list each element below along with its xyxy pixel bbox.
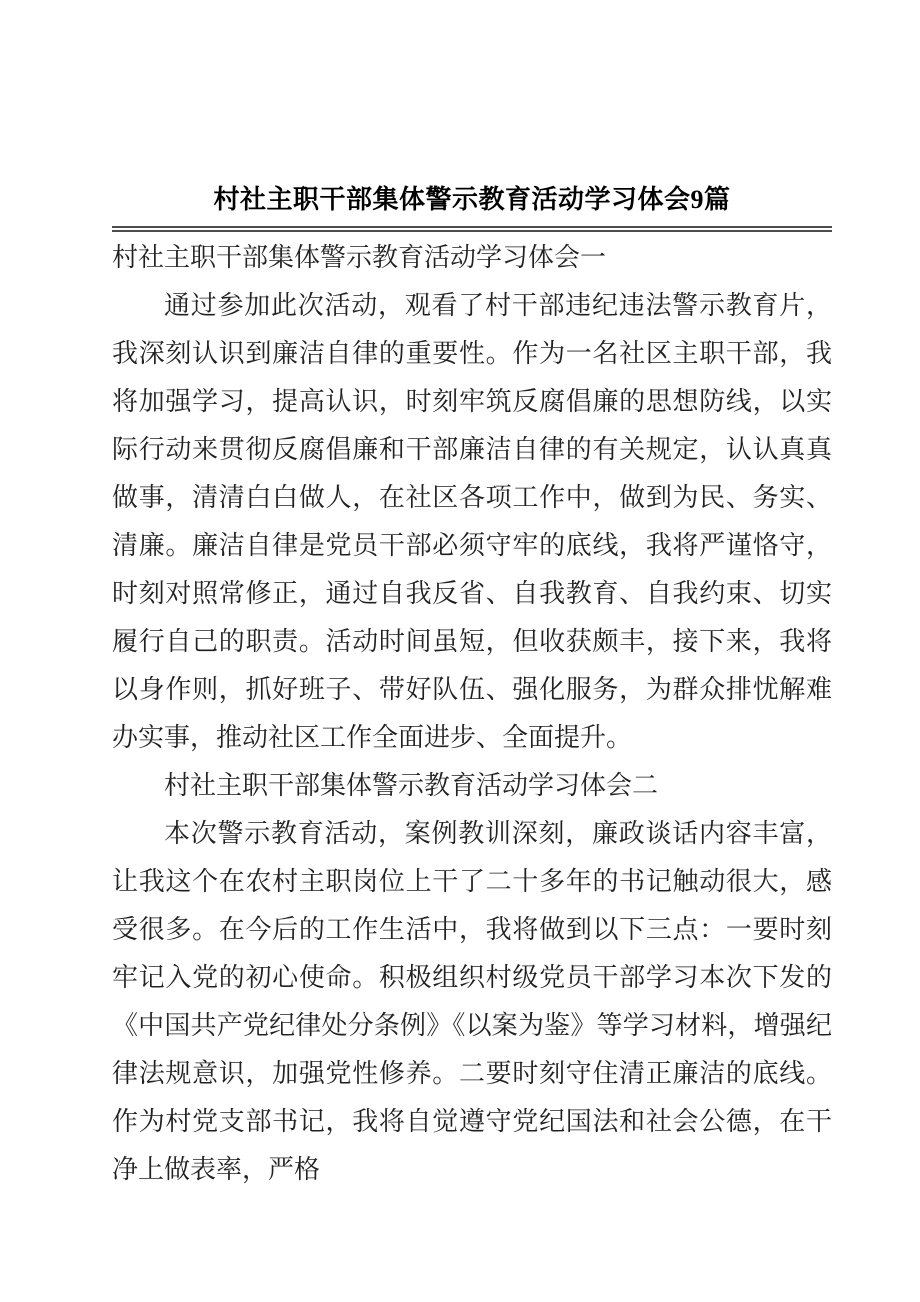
- title-double-rule: [112, 226, 832, 232]
- section-2-paragraph: 本次警示教育活动，案例教训深刻，廉政谈话内容丰富，让我这个在农村主职岗位上干了二十多年的书记触动很大，感受很多。在今后的工作生活中，我将做到以下三点：一要时刻牢记入党的初心使命。积极组织村级党员干部学习本次下发的《中国共产党纪律处分条例》《以案为鉴》等学习材料，增强纪律法规意识，加强党性修养。二要时刻守住清正廉洁的底线。作为村党支部书记，我将自觉遵守党纪国法和社会公德，在干净上做表率，严格: [112, 819, 832, 1184]
- section-1-paragraph: 通过参加此次活动，观看了村干部违纪违法警示教育片，我深刻认识到廉洁自律的重要性。作为一名社区主职干部，我将加强学习，提高认识，时刻牢筑反腐倡廉的思想防线，以实际行动来贯彻反腐倡廉和干部廉洁自律的有关规定，认认真真做事，清清白白做人，在社区各项工作中，做到为民、务实、清廉。廉洁自律是党员干部必须守牢的底线，我将严谨恪守，时刻对照常修正，通过自我反省、自我教育、自我约束、切实履行自己的职责。活动时间虽短，但收获颇丰，接下来，我将以身作则，抓好班子、带好队伍、强化服务，为群众排忧解难办实事，推动社区工作全面进步、全面提升。: [112, 291, 832, 752]
- document-title: 村社主职干部集体警示教育活动学习体会9篇: [213, 185, 731, 214]
- document-body: [112, 234, 832, 1194]
- section-1-heading: 村社主职干部集体警示教育活动学习体会一: [112, 243, 607, 272]
- document-content: [112, 0, 832, 1194]
- section-2-heading: 村社主职干部集体警示教育活动学习体会二: [164, 771, 659, 800]
